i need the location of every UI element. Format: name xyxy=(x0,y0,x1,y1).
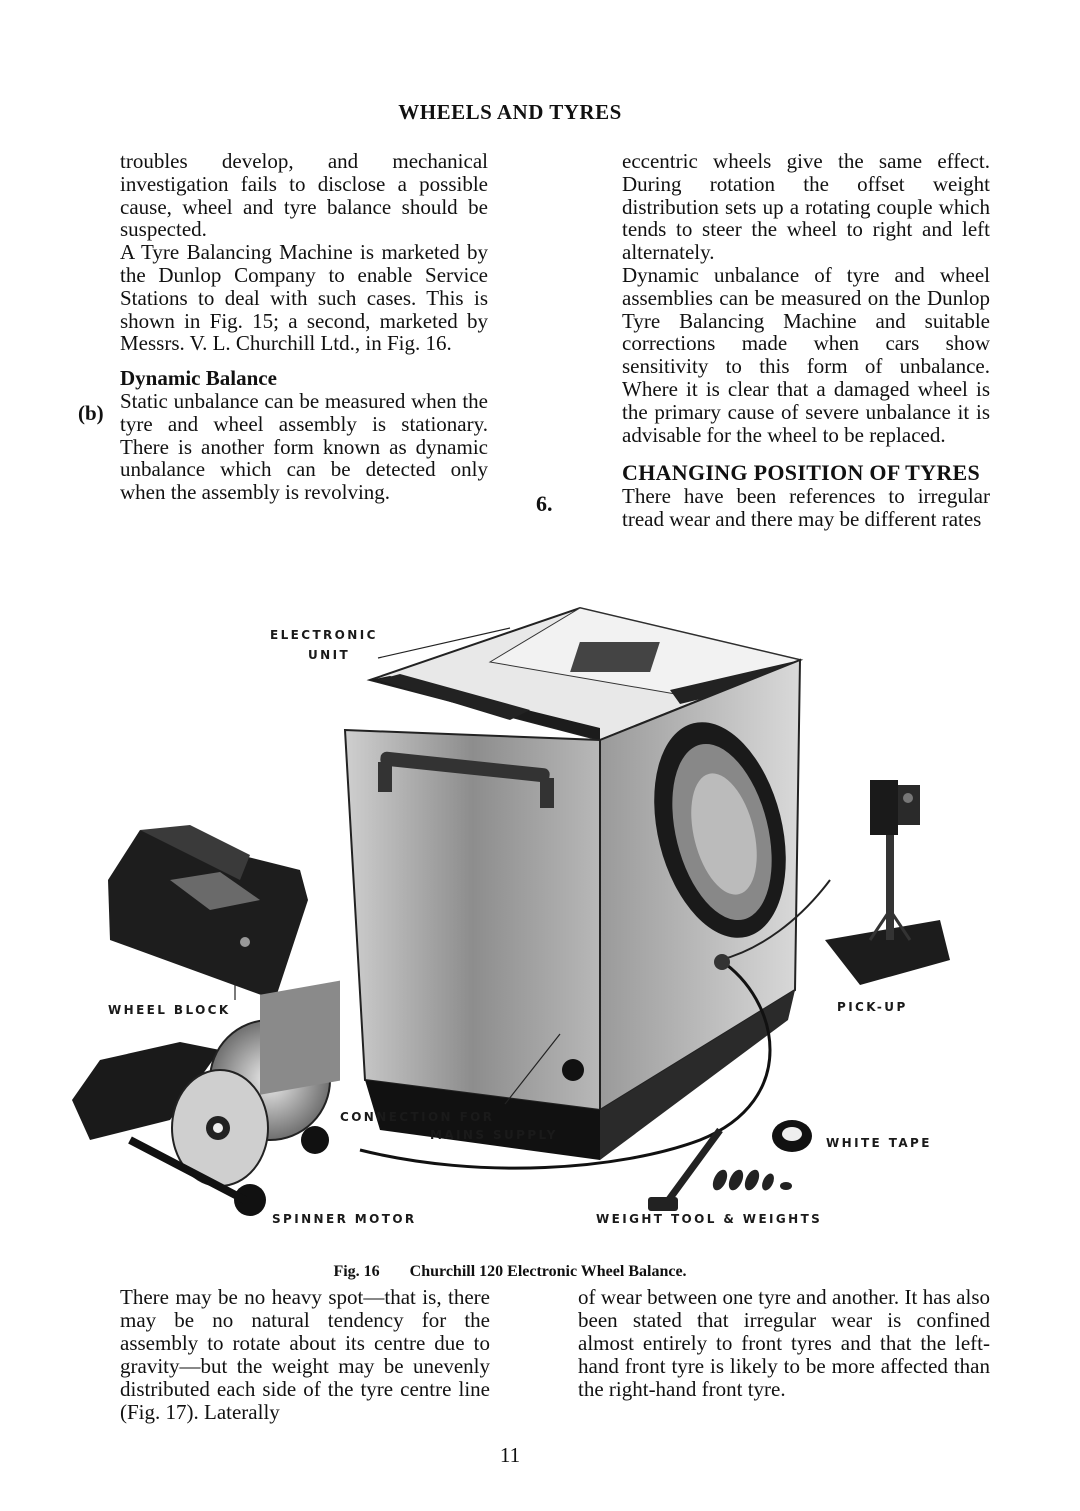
label-pick-up: PICK-UP xyxy=(837,1000,908,1014)
electronic-unit xyxy=(345,608,807,1160)
paragraph: There have been references to irregular tread wear and there may be different rates xyxy=(622,484,990,531)
paragraph: eccentric wheels give the same effect. During rotation the offset weight distribution sets up a rotating couple which tends to steer the wheel to right and left alternately. xyxy=(622,149,990,265)
paragraph: There may be no heavy spot—that is, there may be no natural tendency for the assembly to rotate about its centre due to gravity—but the weight may be unevenly distributed each side of the tyre centre line (Fig. 17). Laterally xyxy=(120,1285,490,1424)
label-connection: CONNECTION FOR xyxy=(340,1110,495,1124)
right-column-top xyxy=(622,150,990,531)
label-spinner-motor: SPINNER MOTOR xyxy=(272,1212,417,1226)
section-6-title: CHANGING POSITION OF TYRES xyxy=(622,460,981,486)
paragraph: Dynamic unbalance of tyre and wheel assemblies can be measured on the Dunlop Tyre Balancing Machine and suitable corrections made when cars show sensitivity to this form of unbalance. Where it is clear that a damaged wheel is the primary cause of severe unbalance it is advisable for the wheel to be replaced. xyxy=(622,262,990,447)
label-wheel-block: WHEEL BLOCK xyxy=(108,1003,231,1017)
section-number: 6. xyxy=(536,491,553,516)
label-electronic-unit: UNIT xyxy=(308,648,351,662)
right-column-bottom xyxy=(578,1286,990,1401)
left-column-bottom xyxy=(120,1286,490,1424)
paragraph: A Tyre Balancing Machine is marketed by the Dunlop Company to enable Service Stations to deal with such cases. This is shown in Fig. 15; a second, marketed by Messrs. V. L. Churchill Ltd., in Fig. 16. xyxy=(120,240,488,356)
white-tape xyxy=(772,1120,812,1152)
section-label: (b) xyxy=(78,401,104,425)
mains-socket xyxy=(562,1059,584,1081)
page-header: WHEELS AND TYRES xyxy=(398,100,622,124)
label-connection: MAINS SUPPLY xyxy=(430,1128,558,1142)
label-weight-tool: WEIGHT TOOL & WEIGHTS xyxy=(596,1212,823,1226)
page-number: 11 xyxy=(499,1443,521,1467)
left-column-top xyxy=(120,150,488,504)
section-title: Dynamic Balance xyxy=(120,366,277,391)
paragraph: troubles develop, and mechanical investigation fails to disclose a possible cause, wheel and tyre balance should be suspected. xyxy=(120,149,488,242)
label-electronic-unit: ELECTRONIC xyxy=(270,628,378,642)
figure-number: Fig. 16 xyxy=(333,1263,380,1280)
caption-text: Churchill 120 Electronic Wheel Balance. xyxy=(409,1263,687,1280)
wheel-block xyxy=(108,825,308,1000)
section-b-heading xyxy=(120,367,488,390)
weight-tool xyxy=(648,1130,792,1211)
paragraph: of wear between one tyre and another. It has also been stated that irregular wear is confined almost entirely to front tyres and that the left-hand front tyre is likely to be more affected than the right-hand front tyre. xyxy=(578,1285,990,1401)
label-white-tape: WHITE TAPE xyxy=(826,1136,932,1150)
paragraph: Static unbalance can be measured when the tyre and wheel assembly is stationary. There is another form known as dynamic unbalance which can be detected only when the assembly is revolving. xyxy=(120,388,488,505)
figure-caption xyxy=(0,1263,1020,1281)
pick-up xyxy=(825,780,950,985)
figure-illustration xyxy=(60,580,1020,1260)
balancing-machine-drawing xyxy=(60,580,1020,1260)
